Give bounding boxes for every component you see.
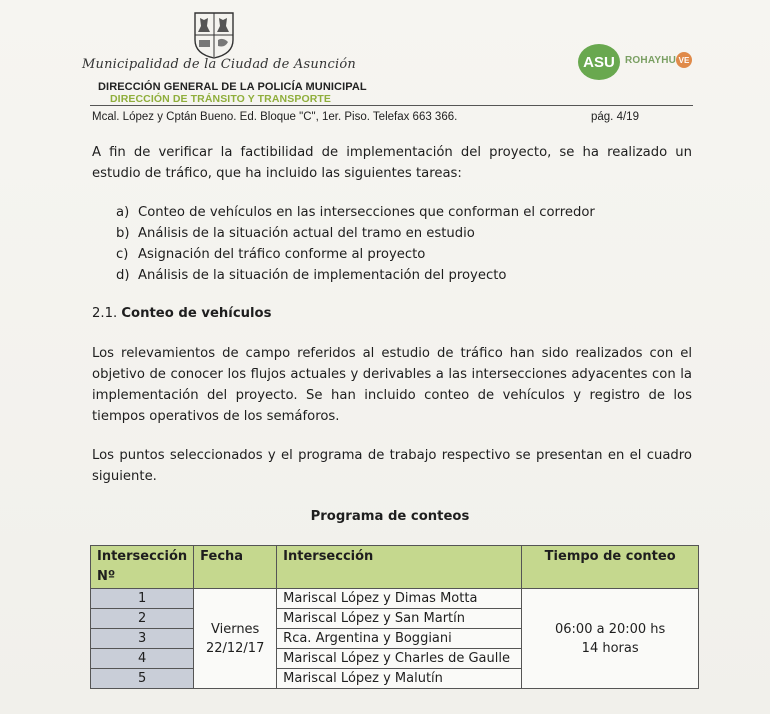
municipal-crest-icon [191,10,237,60]
page-number: pág. 4/19 [591,111,639,123]
section-title: Conteo de vehículos [121,306,272,321]
time-range: 06:00 a 20:00 hs [555,621,666,637]
task-item [116,265,595,286]
intersection-number: 2 [91,609,194,629]
count-schedule-table [90,545,699,689]
intro-paragraph: A fin de verificar la factibilidad de implementación del proyecto, se ha realizado un estudio de tráfico, que ha incluido las siguientes tareas: [92,145,692,181]
intersection-name: Mariscal López y Malutín [277,669,522,689]
asu-circle-icon: ASU [578,44,620,80]
task-text: Conteo de vehículos en las intersecciones que conforman el corredor [138,205,595,220]
date-cell [194,589,277,689]
intersection-number: 5 [91,669,194,689]
direction-general: DIRECCIÓN GENERAL DE LA POLICÍA MUNICIPAL [98,81,367,93]
header-intersection: Intersección [277,546,522,589]
direction-transit: DIRECCIÓN DE TRÁNSITO Y TRANSPORTE [110,93,332,105]
task-item [116,202,595,223]
task-text: Análisis de la situación actual del tramo en estudio [138,226,475,241]
table-header-row [91,546,699,589]
address-line: Mcal. López y Cptán Bueno. Ed. Bloque "C", 1er. Piso. Telefax 663 366. [92,111,458,123]
intersection-number: 1 [91,589,194,609]
task-letter: b) [116,226,130,241]
intersection-number: 3 [91,629,194,649]
logo-badge-icon: VE [676,52,692,68]
logo-word: ROHAYHU [625,55,677,66]
municipality-name: Municipalidad de la Ciudad de Asunción [82,57,356,72]
count-time-cell [522,589,699,689]
date-value: 22/12/17 [205,640,265,656]
asu-rohayhuve-logo [578,44,698,80]
points-paragraph: Los puntos seleccionados y el programa de trabajo respectivo se presentan en el cuadro siguiente. [92,448,692,484]
task-letter: d) [116,268,130,283]
task-list [116,202,595,286]
task-letter: a) [116,205,130,220]
intersection-name: Mariscal López y San Martín [277,609,522,629]
survey-paragraph: Los relevamientos de campo referidos al estudio de tráfico han sido realizados con el objetivo de conocer los flujos actuales y derivables a las intersecciones adyacentes con la implementación del proyecto. Se han incluido conteo de vehículos y registro de los tiempos operativos de los semáforos. [92,346,692,424]
section-number: 2.1. [92,306,118,321]
header-date: Fecha [194,546,277,589]
header-intersection-number: Intersección Nº [91,546,194,589]
task-item [116,223,595,244]
task-letter: c) [116,247,129,262]
header-count-time: Tiempo de conteo [522,546,699,589]
intersection-number: 4 [91,649,194,669]
intersection-name: Rca. Argentina y Boggiani [277,629,522,649]
table-title: Programa de conteos [310,509,470,524]
table-row [91,589,699,609]
intersection-name: Mariscal López y Dimas Motta [277,589,522,609]
intersection-name: Mariscal López y Charles de Gaulle [277,649,522,669]
header-divider [90,105,693,106]
task-item [116,244,595,265]
duration: 14 horas [581,640,639,656]
date-day: Viernes [210,621,260,637]
task-text: Asignación del tráfico conforme al proyecto [138,247,426,262]
task-text: Análisis de la situación de implementación del proyecto [138,268,507,283]
section-heading [92,306,271,321]
